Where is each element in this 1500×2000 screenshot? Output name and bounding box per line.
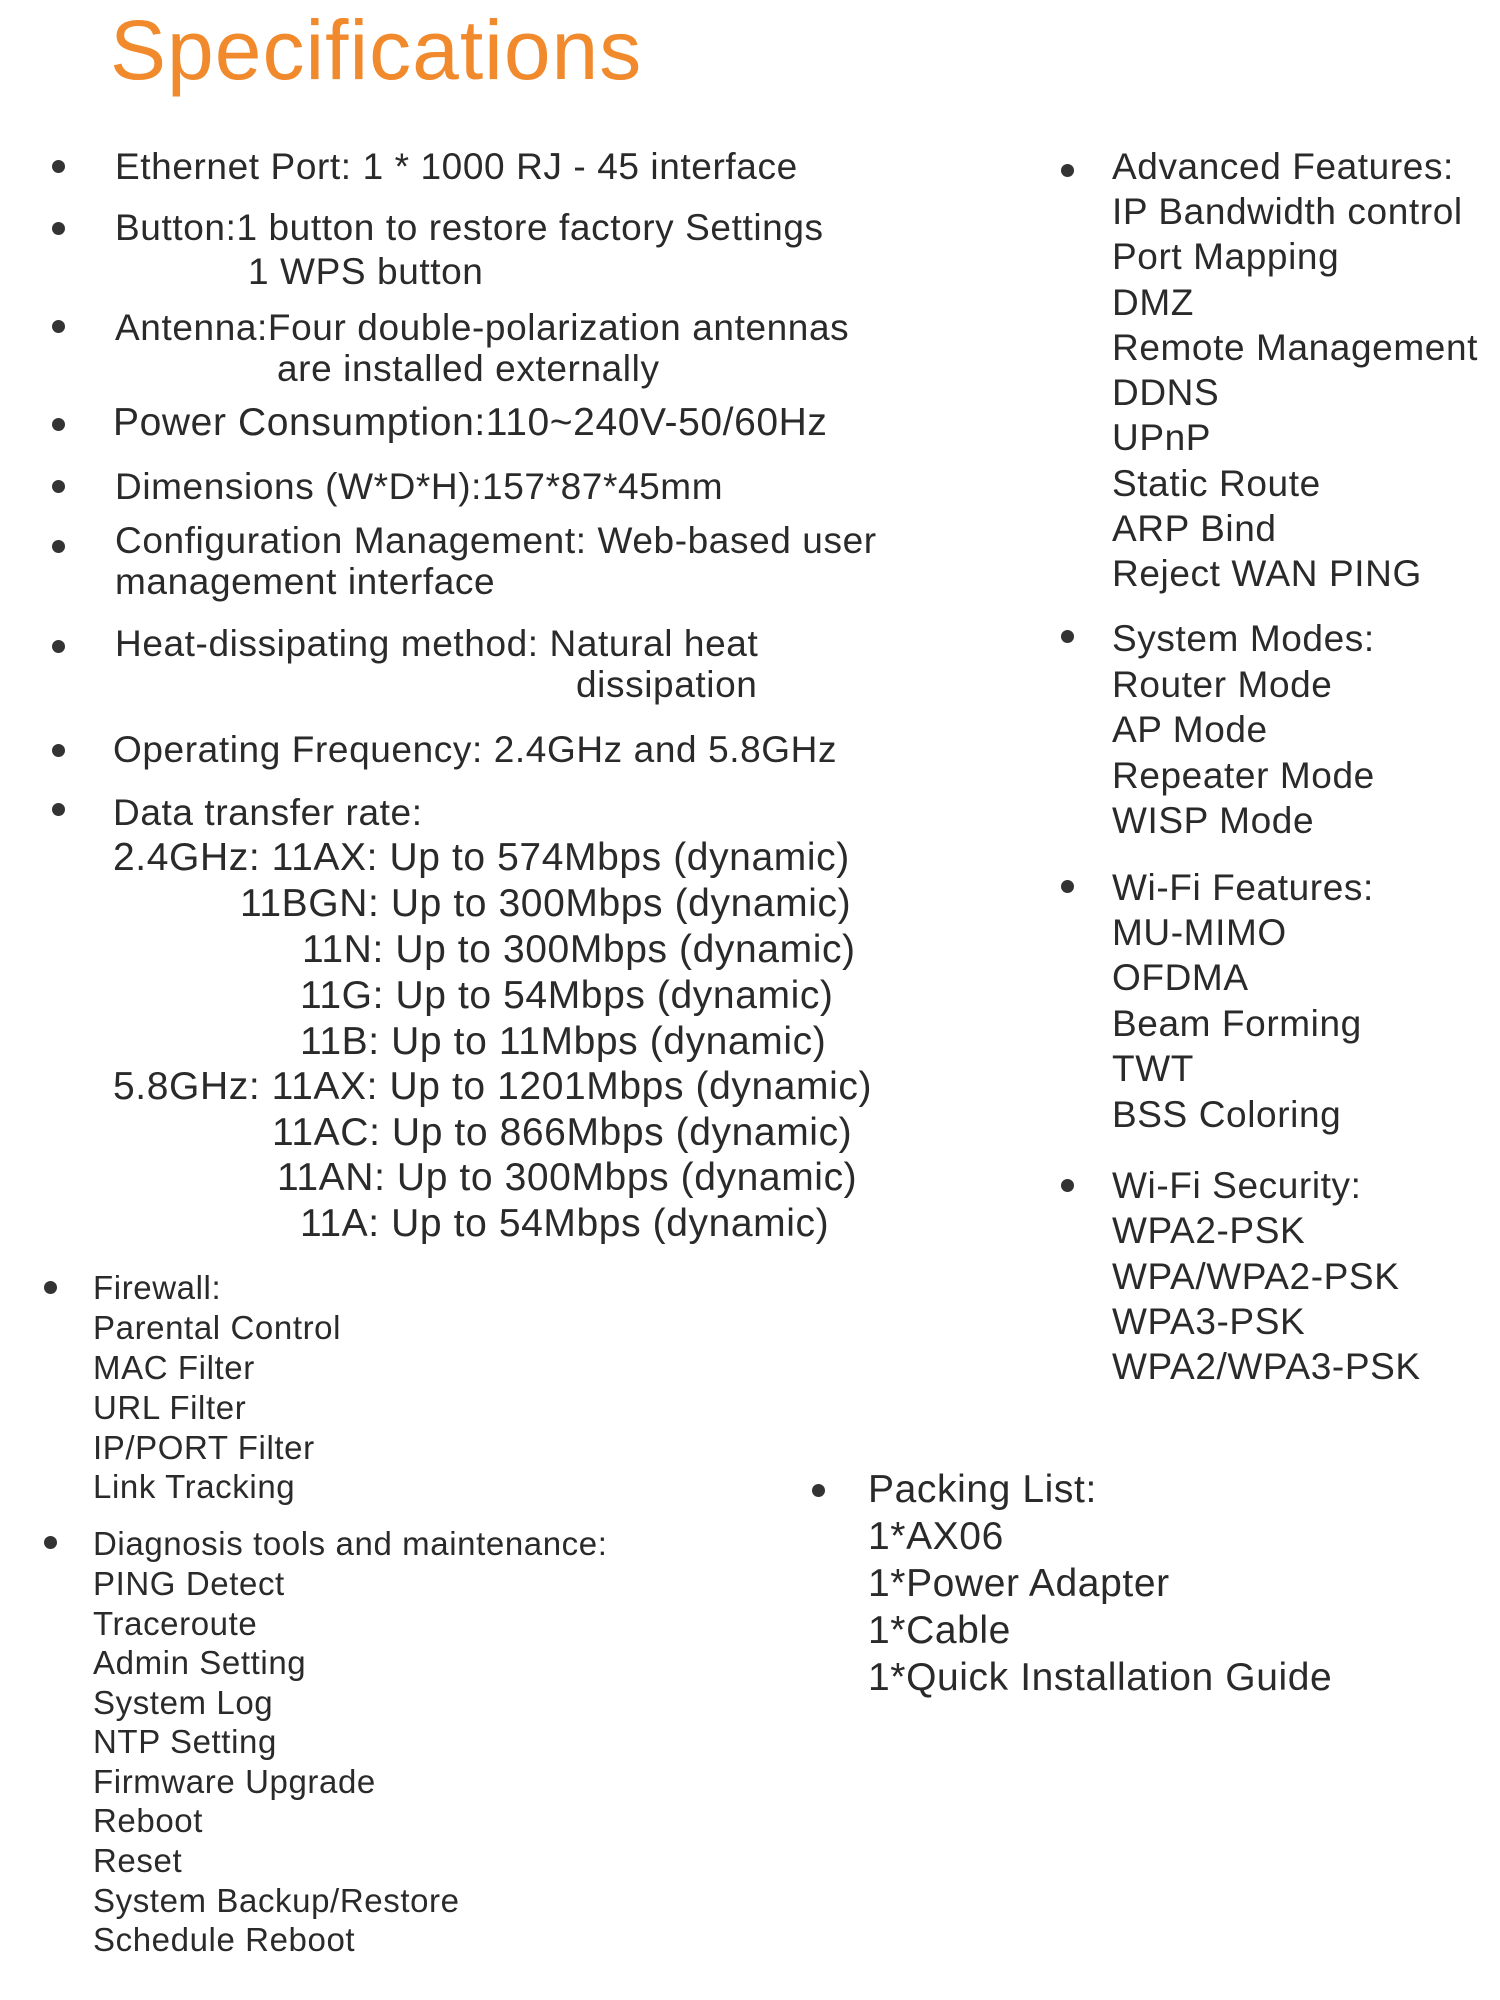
list-item: System Log [93,1684,274,1721]
list-item: OFDMA [1112,957,1249,998]
spec-ethernet: Ethernet Port: 1 * 1000 RJ - 45 interface [115,146,798,187]
list-item: 1*AX06 [868,1515,1004,1558]
bullet-icon [52,480,65,493]
bullet-icon [812,1484,825,1497]
rate-line: 11AN: Up to 300Mbps (dynamic) [277,1156,858,1199]
bullet-icon [52,640,65,653]
list-item: Repeater Mode [1112,755,1375,796]
list-item: Firmware Upgrade [93,1763,376,1800]
list-item: UPnP [1112,417,1212,458]
list-item: PING Detect [93,1565,285,1602]
wifi-features-heading: Wi-Fi Features: [1112,867,1374,908]
list-item: Schedule Reboot [93,1921,356,1958]
list-item: WISP Mode [1112,800,1315,841]
page-title: Specifications [110,3,643,97]
list-item: WPA3-PSK [1112,1301,1306,1342]
list-item: DDNS [1112,372,1220,413]
list-item: Static Route [1112,463,1321,504]
list-item: Link Tracking [93,1468,296,1505]
list-item: WPA2/WPA3-PSK [1112,1346,1421,1387]
bullet-icon [52,160,65,173]
list-item: IP/PORT Filter [93,1429,315,1466]
bullet-icon [52,803,65,816]
spec-config-cont: management interface [115,561,496,602]
list-item: Reject WAN PING [1112,553,1422,594]
list-item: Traceroute [93,1605,258,1642]
rate-line: 11BGN: Up to 300Mbps (dynamic) [240,882,852,925]
list-item: System Backup/Restore [93,1882,460,1919]
spec-antenna-cont: are installed externally [277,348,660,389]
list-item: URL Filter [93,1389,247,1426]
rate-line: 2.4GHz: 11AX: Up to 574Mbps (dynamic) [113,836,850,879]
spec-antenna: Antenna:Four double-polarization antennas [115,307,850,348]
packing-heading: Packing List: [868,1468,1097,1511]
spec-config: Configuration Management: Web-based user [115,520,877,561]
bullet-icon [52,320,65,333]
bullet-icon [52,744,65,757]
spec-rate-heading: Data transfer rate: [113,792,423,833]
bullet-icon [1061,1179,1074,1192]
bullet-icon [1061,880,1074,893]
list-item: DMZ [1112,282,1194,323]
bullet-icon [52,540,65,553]
list-item: Port Mapping [1112,236,1340,277]
modes-heading: System Modes: [1112,618,1375,659]
spec-frequency: Operating Frequency: 2.4GHz and 5.8GHz [113,729,838,770]
list-item: MU-MIMO [1112,912,1287,953]
bullet-icon [52,222,65,235]
rate-line: 11AC: Up to 866Mbps (dynamic) [272,1111,853,1154]
rate-line: 11B: Up to 11Mbps (dynamic) [300,1020,827,1063]
bullet-icon [1061,164,1074,177]
firewall-heading: Firewall: [93,1269,222,1306]
spec-heat-cont: dissipation [576,664,758,705]
list-item: TWT [1112,1048,1194,1089]
bullet-icon [44,1536,57,1549]
list-item: NTP Setting [93,1723,277,1760]
list-item: Beam Forming [1112,1003,1362,1044]
list-item: AP Mode [1112,709,1268,750]
list-item: Remote Management [1112,327,1478,368]
rate-line: 11A: Up to 54Mbps (dynamic) [300,1202,830,1245]
list-item: Parental Control [93,1309,342,1346]
list-item: WPA/WPA2-PSK [1112,1256,1400,1297]
list-item: BSS Coloring [1112,1094,1342,1135]
list-item: MAC Filter [93,1349,255,1386]
spec-power: Power Consumption:110~240V-50/60Hz [113,401,828,444]
rate-line: 11G: Up to 54Mbps (dynamic) [300,974,834,1017]
list-item: Reboot [93,1802,204,1839]
wifi-security-heading: Wi-Fi Security: [1112,1165,1362,1206]
bullet-icon [44,1281,57,1294]
list-item: 1*Power Adapter [868,1562,1170,1605]
advanced-heading: Advanced Features: [1112,146,1454,187]
spec-heat: Heat-dissipating method: Natural heat [115,623,759,664]
spec-dimensions: Dimensions (W*D*H):157*87*45mm [115,466,724,507]
bullet-icon [1061,630,1074,643]
rate-line: 11N: Up to 300Mbps (dynamic) [302,928,856,971]
list-item: 1*Quick Installation Guide [868,1656,1333,1699]
spec-button: Button:1 button to restore factory Settings [115,207,824,248]
list-item: IP Bandwidth control [1112,191,1463,232]
list-item: Admin Setting [93,1644,307,1681]
list-item: Router Mode [1112,664,1333,705]
list-item: Reset [93,1842,183,1879]
list-item: 1*Cable [868,1609,1011,1652]
spec-button-cont: 1 WPS button [248,251,484,292]
diagnosis-heading: Diagnosis tools and maintenance: [93,1525,608,1562]
list-item: ARP Bind [1112,508,1277,549]
rate-line: 5.8GHz: 11AX: Up to 1201Mbps (dynamic) [113,1065,873,1108]
bullet-icon [52,418,65,431]
list-item: WPA2-PSK [1112,1210,1306,1251]
